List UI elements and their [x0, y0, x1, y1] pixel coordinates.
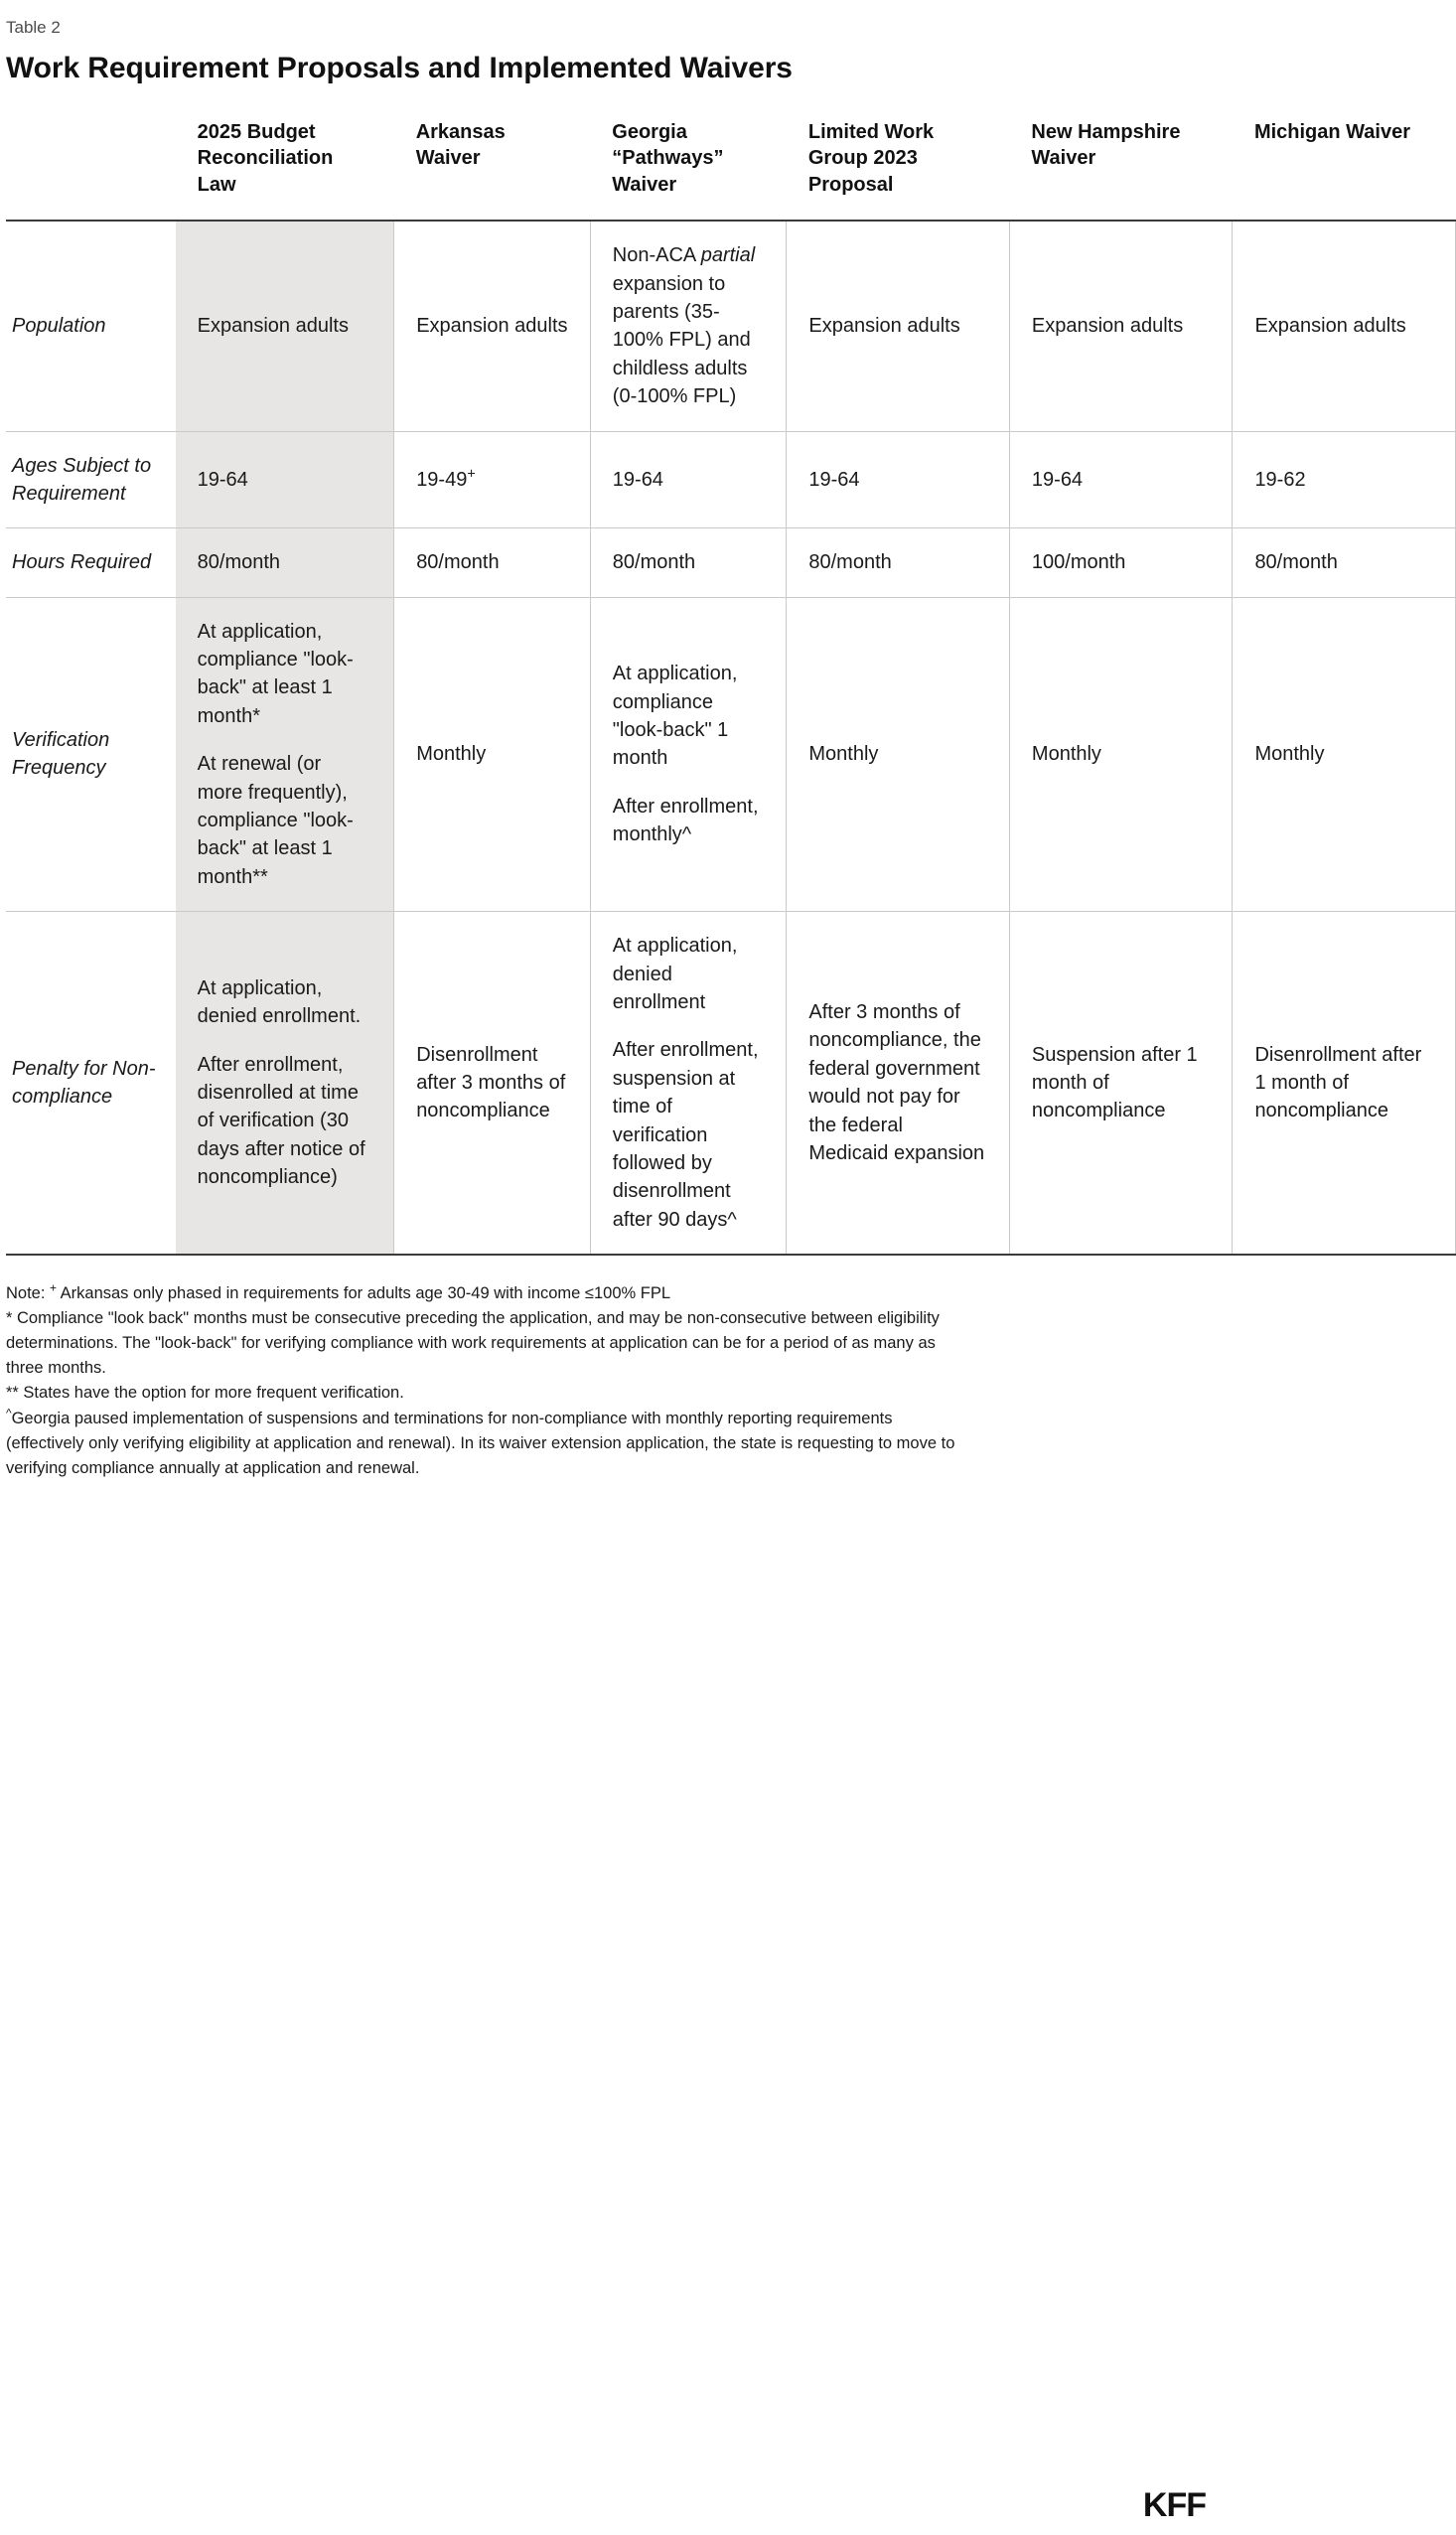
table-cell — [176, 597, 394, 912]
table-header-row — [6, 111, 1456, 221]
table-row — [6, 528, 1456, 597]
cell-paragraph: Expansion adults — [1254, 315, 1406, 338]
cell-paragraph: Non-ACA partial expansion to parents (35-100% FPL) and childless adults (0-100% FPL) — [612, 244, 756, 408]
cell-paragraph: Disenrollment after 1 month of noncompliance — [1254, 1043, 1422, 1122]
cell-paragraph: After 3 months of noncompliance, the federal government would not pay for the federal Medicaid expansion — [808, 1000, 985, 1164]
cell-paragraph: 19-49+ — [416, 466, 476, 491]
table-cell — [176, 221, 394, 431]
cell-paragraph: 100/month — [1031, 551, 1126, 574]
cell-paragraph: 19-64 — [612, 468, 663, 491]
column-header-3-label: Georgia “Pathways” Waiver — [612, 121, 724, 196]
table-row — [6, 431, 1456, 528]
column-header-3 — [590, 111, 787, 221]
table-cell — [1233, 431, 1456, 528]
table-cell — [1233, 912, 1456, 1255]
table-cell — [394, 221, 591, 431]
cell-paragraph: Monthly — [1254, 743, 1325, 766]
table-row — [6, 912, 1456, 1255]
note-line-2: ** States have the option for more frequent verification. — [6, 1384, 404, 1403]
table-header — [6, 111, 1456, 221]
cell-paragraph: After enrollment, disenrolled at time of verification (30 days after notice of noncompliance) — [197, 1053, 365, 1189]
table-cell — [176, 912, 394, 1255]
table-cell — [394, 431, 591, 528]
cell-paragraph: 80/month — [612, 551, 696, 574]
table-cell — [787, 912, 1010, 1255]
table-cell — [1009, 431, 1233, 528]
table-cell — [1009, 912, 1233, 1255]
cell-paragraph: Monthly — [1031, 743, 1101, 766]
cell-paragraph: Suspension after 1 month of noncompliance — [1031, 1043, 1198, 1122]
table-cell — [590, 431, 787, 528]
cell-paragraph: At application, denied enrollment — [612, 935, 738, 1013]
table-cell — [787, 221, 1010, 431]
table-cell — [590, 221, 787, 431]
column-header-2 — [394, 111, 591, 221]
table-scroll-region — [0, 111, 1422, 1256]
cell-paragraph: After enrollment, monthly^ — [612, 795, 759, 846]
cell-paragraph: 80/month — [1254, 551, 1338, 574]
table-cell — [176, 431, 394, 528]
table-label: Table 2 — [6, 18, 61, 37]
table-cell — [1009, 528, 1233, 597]
cell-paragraph: 19-64 — [197, 468, 248, 491]
column-header-4 — [787, 111, 1010, 221]
table-cell — [1233, 528, 1456, 597]
cell-paragraph: 80/month — [416, 551, 500, 574]
column-header-5 — [1009, 111, 1233, 221]
column-header-2-label: Arkansas Waiver — [415, 121, 506, 170]
column-header-1 — [176, 111, 394, 221]
cell-paragraph: 80/month — [808, 551, 892, 574]
table-cell — [1009, 597, 1233, 912]
page-title: Work Requirement Proposals and Implemented Waivers — [6, 52, 793, 84]
table-cell — [1233, 597, 1456, 912]
column-header-4-label: Limited Work Group 2023 Proposal — [807, 121, 935, 196]
table-cell — [394, 528, 591, 597]
column-header-1-label: 2025 Budget Reconciliation Law — [197, 121, 334, 196]
comparison-table — [6, 111, 1456, 1256]
table-cell — [590, 912, 787, 1255]
row-header: Verification Frequency — [6, 597, 176, 912]
row-header: Penalty for Non-compliance — [6, 912, 176, 1255]
cell-paragraph: Expansion adults — [1031, 315, 1184, 338]
table-cell — [176, 528, 394, 597]
row-header: Population — [6, 221, 176, 431]
table-cell — [1009, 221, 1233, 431]
row-header: Ages Subject to Requirement — [6, 431, 176, 528]
table-body — [6, 221, 1456, 1255]
cell-paragraph: Expansion adults — [416, 315, 568, 338]
table-cell — [787, 528, 1010, 597]
cell-paragraph: At application, compliance "look-back" 1 month — [612, 663, 738, 770]
cell-paragraph: Expansion adults — [808, 315, 960, 338]
row-header: Hours Required — [6, 528, 176, 597]
cell-paragraph: At application, compliance "look-back" at least 1 month* — [197, 620, 354, 727]
cell-paragraph: Expansion adults — [197, 315, 349, 338]
cell-paragraph: At application, denied enrollment. — [197, 976, 362, 1028]
table-cell — [1233, 221, 1456, 431]
cell-paragraph: 19-64 — [1031, 468, 1084, 491]
table-cell — [787, 597, 1010, 912]
table-row — [6, 597, 1456, 912]
table-row — [6, 221, 1456, 431]
cell-paragraph: At renewal (or more frequently), compliance "look-back" at least 1 month** — [197, 753, 354, 888]
cell-paragraph: Disenrollment after 3 months of noncompliance — [416, 1043, 566, 1122]
table-cell — [394, 912, 591, 1255]
table-cell — [590, 597, 787, 912]
note-line-3: ^Georgia paused implementation of suspensions and terminations for non-compliance with monthly reporting requirements (effectively only verifying eligibility at application and renewal). In its waiver extension application, the state is requesting to move to verifying compliance annually at application and renewal. — [6, 1406, 955, 1477]
cell-paragraph: Monthly — [416, 743, 487, 766]
kff-logo: KFF — [1142, 2486, 1206, 2524]
note-line-0: Note: + Arkansas only phased in requirements for adults age 30-49 with income ≤100% FPL — [6, 1280, 671, 1303]
table-notes — [6, 1281, 959, 1481]
column-header-5-label: New Hampshire Waiver — [1031, 121, 1181, 170]
column-header-6-label: Michigan Waiver — [1253, 121, 1411, 143]
column-header-6 — [1233, 111, 1456, 221]
cell-paragraph: 19-62 — [1254, 468, 1306, 491]
table-cell — [590, 528, 787, 597]
table-cell — [787, 431, 1010, 528]
cell-paragraph: After enrollment, suspension at time of verification followed by disenrollment after 90 days^ — [612, 1039, 759, 1231]
cell-paragraph: 80/month — [197, 551, 281, 574]
table-cell — [394, 597, 591, 912]
note-line-1: * Compliance "look back" months must be consecutive preceding the application, and may be non-consecutive between eligibility determinations. The "look-back" for verifying compliance with work requirements at application can be for a period of as many as three months. — [6, 1309, 940, 1378]
cell-paragraph: Monthly — [808, 743, 879, 766]
column-header-0 — [6, 111, 176, 221]
cell-paragraph: 19-64 — [808, 468, 860, 491]
